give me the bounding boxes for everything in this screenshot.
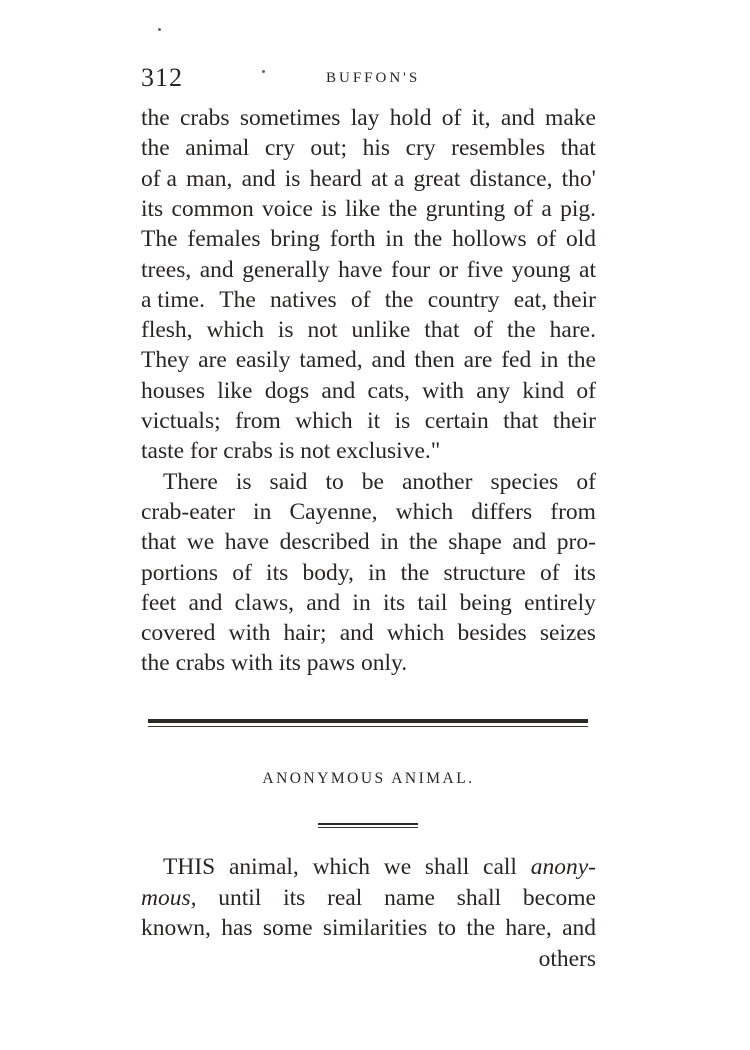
word: their bbox=[552, 408, 596, 434]
word: that bbox=[560, 135, 596, 162]
word: natives bbox=[270, 286, 337, 313]
word: which bbox=[395, 498, 454, 525]
word: of bbox=[576, 468, 596, 495]
word: animal, bbox=[228, 854, 299, 880]
word: in bbox=[385, 226, 404, 253]
word: differs bbox=[471, 498, 533, 525]
word: generally bbox=[242, 256, 330, 283]
word: the bbox=[506, 317, 536, 344]
running-head: BUFFON'S bbox=[326, 70, 421, 86]
word: houses bbox=[141, 377, 205, 404]
word: hair; bbox=[283, 620, 327, 647]
title-underline-rule bbox=[318, 823, 418, 828]
word: Cayenne, bbox=[289, 498, 378, 525]
word: it bbox=[367, 408, 381, 434]
word: the bbox=[413, 226, 443, 253]
text-line bbox=[141, 224, 596, 254]
word: and bbox=[500, 105, 535, 131]
word: cats, bbox=[367, 377, 410, 404]
word: with bbox=[228, 620, 271, 647]
text-line bbox=[141, 852, 596, 882]
word: in bbox=[368, 559, 387, 586]
text-line bbox=[141, 467, 596, 497]
word: is bbox=[394, 408, 411, 434]
word: mous, bbox=[141, 884, 197, 911]
word: have bbox=[338, 256, 383, 283]
word: we bbox=[186, 529, 215, 556]
word: its bbox=[382, 589, 406, 616]
word: claws, bbox=[234, 589, 295, 616]
word: pig. bbox=[560, 195, 596, 222]
word: feet bbox=[141, 589, 177, 616]
text-line bbox=[141, 376, 596, 406]
word: hollows bbox=[452, 226, 527, 253]
word: in bbox=[380, 529, 399, 556]
word: man, bbox=[186, 165, 233, 192]
word: unlike bbox=[351, 317, 411, 344]
word: besides bbox=[457, 620, 527, 647]
word: lay bbox=[350, 105, 380, 131]
word: entirely bbox=[524, 589, 596, 616]
word: of bbox=[441, 105, 462, 131]
section-divider-rule bbox=[148, 719, 588, 727]
word: THIS bbox=[163, 854, 216, 880]
word: any bbox=[476, 377, 511, 404]
paragraph-end-line: the crabs with its paws only. bbox=[141, 650, 408, 677]
word: and bbox=[321, 377, 356, 404]
word: that bbox=[503, 408, 539, 434]
word: the bbox=[388, 195, 418, 222]
word: They bbox=[141, 347, 190, 374]
text-line bbox=[141, 406, 596, 436]
word: There bbox=[163, 468, 218, 495]
word: make bbox=[545, 105, 596, 131]
word: in bbox=[540, 347, 559, 374]
word: said bbox=[269, 468, 308, 495]
word: hold bbox=[389, 105, 432, 131]
word: and bbox=[241, 165, 276, 192]
text-line bbox=[141, 345, 596, 375]
word: of a bbox=[141, 165, 177, 192]
word: common bbox=[171, 195, 254, 222]
word: the bbox=[466, 915, 496, 941]
word: covered bbox=[141, 620, 216, 647]
text-line bbox=[141, 883, 596, 913]
word: real bbox=[327, 884, 363, 911]
word: of bbox=[536, 226, 557, 253]
word: eat, their bbox=[513, 286, 596, 313]
word: be bbox=[361, 468, 384, 495]
word: a time. bbox=[141, 286, 205, 313]
word: similarities bbox=[322, 915, 428, 941]
word: of bbox=[473, 317, 494, 344]
word: which bbox=[312, 854, 370, 880]
word: easily bbox=[235, 347, 291, 374]
page-number: 312 bbox=[141, 63, 183, 92]
word: which bbox=[295, 408, 353, 434]
text-line bbox=[141, 588, 596, 618]
word: is bbox=[235, 468, 252, 495]
word: and bbox=[512, 529, 547, 556]
text-line bbox=[141, 285, 596, 315]
word: described bbox=[279, 529, 370, 556]
word: is bbox=[277, 317, 294, 344]
word: shall bbox=[456, 884, 502, 911]
text-line bbox=[141, 103, 596, 133]
word: of bbox=[350, 286, 371, 313]
word: or bbox=[438, 256, 459, 283]
word: from bbox=[550, 498, 596, 525]
word: at a bbox=[370, 165, 405, 192]
text-line bbox=[141, 164, 596, 194]
word: animal bbox=[185, 135, 250, 162]
word: of bbox=[232, 559, 252, 586]
word: call bbox=[483, 854, 517, 880]
word: hare, bbox=[505, 915, 552, 941]
word: flesh, bbox=[141, 317, 193, 344]
word: to bbox=[325, 468, 344, 495]
word: body, bbox=[302, 559, 354, 586]
word: his bbox=[362, 135, 390, 162]
word: and bbox=[306, 589, 341, 616]
word: shape bbox=[448, 529, 502, 556]
word: certain bbox=[424, 408, 489, 434]
word: resembles bbox=[451, 135, 546, 162]
word: its bbox=[573, 559, 596, 586]
word: in bbox=[253, 498, 272, 525]
word: has bbox=[221, 915, 253, 941]
text-line bbox=[141, 315, 596, 345]
word: of bbox=[539, 559, 560, 586]
word: five bbox=[466, 256, 504, 283]
section-title: ANONYMOUS ANIMAL. bbox=[262, 770, 475, 787]
word: structure bbox=[443, 559, 526, 586]
word: at bbox=[579, 256, 596, 283]
word: species bbox=[490, 468, 559, 495]
word: females bbox=[187, 226, 261, 253]
word: have bbox=[224, 529, 270, 556]
word: it, bbox=[471, 105, 491, 131]
word: dogs bbox=[264, 377, 310, 404]
word: name bbox=[384, 884, 435, 911]
word: like bbox=[345, 195, 381, 222]
word: fed bbox=[501, 347, 532, 374]
word: the bbox=[141, 105, 170, 131]
paragraph-end-line: taste for crabs is not exclusive." bbox=[141, 438, 441, 465]
word: forth bbox=[329, 226, 376, 253]
word: then bbox=[414, 347, 455, 374]
word: trees, bbox=[141, 256, 192, 283]
word: pro- bbox=[556, 529, 596, 556]
word: that bbox=[141, 529, 177, 556]
word: from bbox=[235, 408, 281, 434]
word: four bbox=[391, 256, 431, 283]
text-line bbox=[141, 194, 596, 224]
word: crabs bbox=[180, 105, 230, 131]
word: its bbox=[283, 884, 306, 911]
word: and bbox=[339, 620, 374, 647]
word: tamed, bbox=[299, 347, 363, 374]
word: bring bbox=[270, 226, 320, 253]
text-line bbox=[141, 527, 596, 557]
word: a bbox=[541, 195, 552, 222]
word: some bbox=[262, 915, 313, 941]
word: sometimes bbox=[239, 105, 341, 131]
text-line bbox=[141, 618, 596, 648]
word: grunting bbox=[425, 195, 506, 222]
word: the bbox=[409, 529, 438, 556]
word: is bbox=[284, 165, 301, 192]
word: is bbox=[321, 195, 337, 222]
word: The bbox=[141, 226, 178, 253]
word: until bbox=[218, 884, 262, 911]
word: of bbox=[513, 195, 534, 222]
word: are bbox=[463, 347, 493, 374]
word: which bbox=[386, 620, 445, 647]
word: and bbox=[188, 589, 223, 616]
word: great bbox=[413, 165, 461, 192]
page-header bbox=[141, 63, 596, 91]
word: and bbox=[562, 915, 596, 941]
word: which bbox=[206, 317, 264, 344]
word: The bbox=[219, 286, 256, 313]
word: tail bbox=[417, 589, 448, 616]
word: the bbox=[400, 559, 430, 586]
word: out; bbox=[310, 135, 347, 162]
word: and bbox=[371, 347, 406, 374]
word: cry bbox=[264, 135, 295, 162]
word: hare. bbox=[549, 317, 596, 344]
word: another bbox=[401, 468, 473, 495]
word: portions bbox=[141, 559, 219, 586]
text-line bbox=[141, 913, 596, 943]
word: old bbox=[565, 226, 596, 253]
word: voice bbox=[262, 195, 313, 222]
word: in bbox=[352, 589, 371, 616]
italic-word: anony- bbox=[530, 854, 596, 880]
text-line bbox=[141, 497, 596, 527]
word: kind bbox=[522, 377, 565, 404]
word: are bbox=[198, 347, 227, 374]
word: become bbox=[522, 884, 596, 911]
word: the bbox=[384, 286, 414, 313]
word: not bbox=[307, 317, 338, 344]
text-line bbox=[141, 255, 596, 285]
word: victuals; bbox=[141, 408, 221, 434]
word: the bbox=[141, 135, 170, 162]
word: the bbox=[567, 347, 596, 374]
word: known, bbox=[141, 915, 211, 941]
word: cry bbox=[405, 135, 436, 162]
word: like bbox=[217, 377, 253, 404]
catchword: others bbox=[538, 945, 596, 972]
word: we bbox=[383, 854, 412, 880]
word: young bbox=[511, 256, 571, 283]
text-line bbox=[141, 558, 596, 588]
word: with bbox=[422, 377, 464, 404]
word: of bbox=[576, 377, 596, 404]
word: and bbox=[199, 256, 234, 283]
print-speck bbox=[158, 28, 161, 31]
word: crab-eater bbox=[141, 498, 235, 525]
word: its bbox=[266, 559, 289, 586]
word: tho' bbox=[561, 165, 596, 192]
word: that bbox=[424, 317, 460, 344]
word: to bbox=[437, 915, 456, 941]
word: being bbox=[459, 589, 512, 616]
word: distance, bbox=[469, 165, 553, 192]
word: shall bbox=[424, 854, 470, 880]
word: heard bbox=[309, 165, 362, 192]
word: country bbox=[427, 286, 500, 313]
word: seizes bbox=[539, 620, 596, 647]
word: its bbox=[141, 195, 164, 222]
text-line bbox=[141, 133, 596, 163]
